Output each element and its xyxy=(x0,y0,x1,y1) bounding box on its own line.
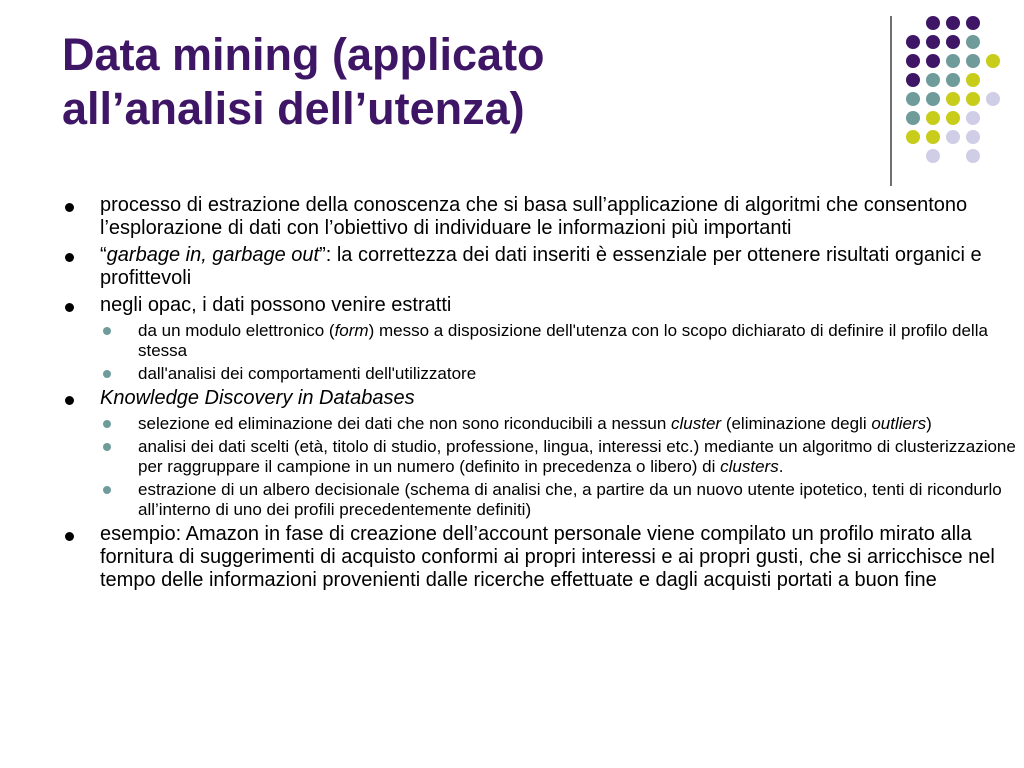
sub-bullet-text: da un modulo elettronico ( xyxy=(138,321,335,340)
bullet-item xyxy=(62,244,1022,290)
decorative-dot xyxy=(926,92,940,106)
bullet-item xyxy=(62,387,1022,410)
decorative-dot xyxy=(966,130,980,144)
bullet-text-italic: garbage in, garbage out xyxy=(106,244,320,266)
decorative-dot xyxy=(926,35,940,49)
title-line-2: all’analisi dell’utenza) xyxy=(62,83,525,134)
decorative-dot xyxy=(966,16,980,30)
decorative-dot xyxy=(946,73,960,87)
bullet-text-quote-open: “ xyxy=(100,244,107,266)
sub-bullet-item xyxy=(100,480,1022,520)
bullet-text: negli opac, i dati possono venire estratti xyxy=(100,294,452,316)
sub-bullet-italic: outliers xyxy=(871,414,927,433)
sub-bullet-item xyxy=(100,321,1022,361)
decorative-dot xyxy=(906,73,920,87)
decorative-dot xyxy=(926,111,940,125)
decorative-dot xyxy=(946,16,960,30)
title-line-1: Data mining (applicato xyxy=(62,29,545,80)
sub-bullet-italic: form xyxy=(334,321,369,340)
sub-bullet-item xyxy=(100,437,1022,477)
decorative-dot xyxy=(966,92,980,106)
decorative-dot xyxy=(946,35,960,49)
decorative-dot xyxy=(946,130,960,144)
decorative-dot xyxy=(986,54,1000,68)
sub-bullet-italic: cluster xyxy=(671,414,722,433)
slide-title xyxy=(62,28,862,136)
bullet-text: ”: la correttezza dei dati inseriti è essenziale per ottenere risultati organici e profittevoli xyxy=(100,244,982,289)
bullet-item xyxy=(62,294,1022,317)
decorative-dot xyxy=(946,111,960,125)
sub-bullet-text: . xyxy=(778,457,784,476)
sub-bullet-italic: clusters xyxy=(720,457,779,476)
decorative-dot xyxy=(946,54,960,68)
decorative-dot xyxy=(906,111,920,125)
sub-bullet-text: dall'analisi dei comportamenti dell'utilizzatore xyxy=(138,364,477,383)
slide-body xyxy=(62,194,1022,596)
decorative-dot-grid xyxy=(906,16,1006,166)
decorative-dot xyxy=(926,73,940,87)
sub-bullet-text: estrazione di un albero decisionale (schema di analisi che, a partire da un nuovo utente ipotetico, tenti di ricondurlo all’interno di uno dei profili precedentemente definiti) xyxy=(138,480,1002,519)
decorative-dot xyxy=(906,35,920,49)
divider-line xyxy=(890,16,892,186)
bullet-item xyxy=(62,194,1022,240)
decorative-dot xyxy=(906,54,920,68)
sub-bullet-item xyxy=(100,414,1022,434)
decorative-dot xyxy=(946,92,960,106)
sub-bullet-text: selezione ed eliminazione dei dati che non sono riconducibili a nessun xyxy=(138,414,672,433)
bullet-item xyxy=(62,523,1022,592)
bullet-text-italic: Knowledge Discovery in Databases xyxy=(100,387,415,409)
sub-bullet-text: ) messo a disposizione dell'utenza con lo scopo dichiarato di definire il profilo della stessa xyxy=(138,321,988,360)
decorative-dot xyxy=(926,130,940,144)
decorative-dot xyxy=(966,35,980,49)
bullet-text: processo di estrazione della conoscenza che si basa sull’applicazione di algoritmi che consentono l’esplorazione di dati con l’obiettivo di individuare le informazioni più importanti xyxy=(100,194,968,239)
sub-bullet-text: ) xyxy=(926,414,932,433)
decorative-dot xyxy=(926,149,940,163)
sub-bullet-text: (eliminazione degli xyxy=(721,414,872,433)
decorative-dot xyxy=(986,92,1000,106)
sub-bullet-item xyxy=(100,364,1022,384)
decorative-dot xyxy=(906,130,920,144)
decorative-dot xyxy=(966,149,980,163)
decorative-dot xyxy=(906,92,920,106)
decorative-dot xyxy=(926,16,940,30)
decorative-dot xyxy=(966,73,980,87)
decorative-dot xyxy=(926,54,940,68)
decorative-dot xyxy=(966,54,980,68)
decorative-dot xyxy=(966,111,980,125)
bullet-text: esempio: Amazon in fase di creazione dell’account personale viene compilato un profilo mirato alla fornitura di suggerimenti di acquisto conformi ai propri interessi e ai propri gusti, che si arricchisce nel tempo delle informazioni provenienti dalle ricerche effettuate e dagli acquisti portati a buon fine xyxy=(100,523,995,591)
sub-bullet-text: analisi dei dati scelti (età, titolo di studio, professione, lingua, interessi etc.) mediante un algoritmo di clusterizzazione per raggruppare il campione in un numero (definito in precedenza o libero) di xyxy=(138,437,1016,476)
